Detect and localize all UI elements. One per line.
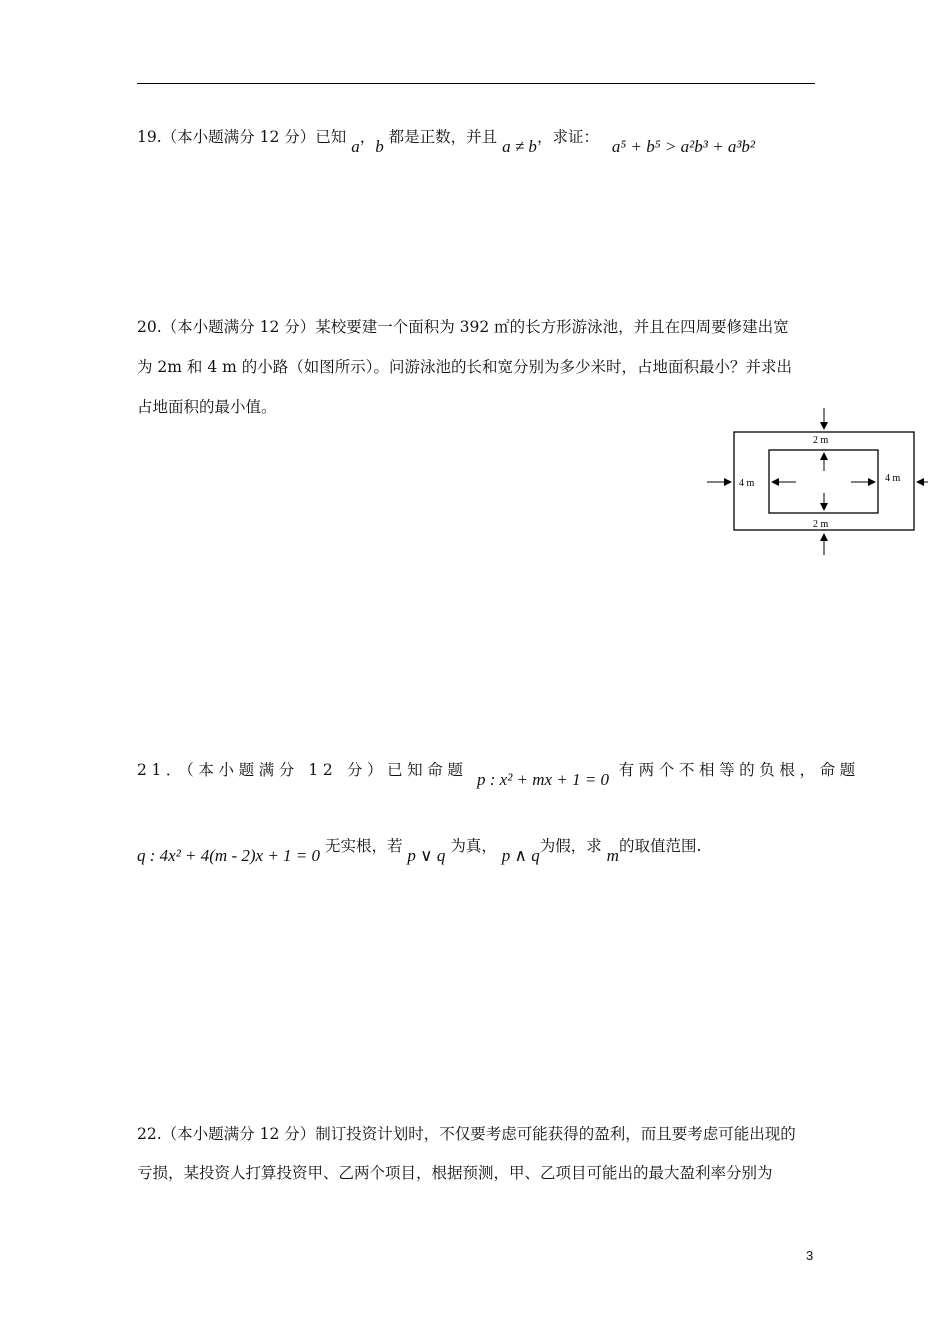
q21-q-desc: 无实根，若 xyxy=(324,837,403,855)
q21-prop-q: q : 4x² + 4(m - 2)x + 1 = 0 xyxy=(137,846,321,865)
q19-inequality: a⁵ + b⁵ > a²b³ + a³b² xyxy=(611,137,756,156)
label-left-width: 4 m xyxy=(739,478,755,489)
q19-intro: 已知 xyxy=(315,128,347,146)
pool-figure xyxy=(700,400,930,565)
q19-prove: ，求证： xyxy=(536,128,599,146)
q22-number: 22. xyxy=(137,1125,162,1143)
label-right-width: 4 m xyxy=(885,473,901,484)
q21-range-text: 的取值范围. xyxy=(618,837,702,855)
q21-p-or-q: p ∨ q xyxy=(407,846,446,865)
q20-text-1: 某校要建一个面积为 392 ㎡的长方形游泳池，并且在四周要修建出宽 xyxy=(315,318,789,336)
q21-line-2 xyxy=(137,836,702,865)
header-rule xyxy=(137,83,815,84)
q19-sep: ， xyxy=(359,128,376,146)
q22-line-1 xyxy=(137,1124,796,1144)
q21-score: （本小题满分 12 分） xyxy=(186,761,388,779)
q19-var-b: b xyxy=(375,137,384,156)
q21-false-text: 为假，求 xyxy=(539,837,602,855)
label-bottom-width: 2 m xyxy=(813,519,829,530)
q21-p-desc: 有两个不相等的负根，命题 xyxy=(618,761,860,779)
q21-true-text: 为真， xyxy=(450,837,497,855)
q22-line-2: 亏损，某投资人打算投资甲、乙两个项目，根据预测，甲、乙项目可能出的最大盈利率分别为 xyxy=(137,1164,773,1182)
q22-score: （本小题满分 12 分） xyxy=(161,1125,316,1143)
q19-condition: a ≠ b xyxy=(502,137,537,156)
q19-number: 19. xyxy=(137,128,162,146)
q20-number: 20. xyxy=(137,318,162,336)
q22-text-1: 制订投资计划时，不仅要考虑可能获得的盈利，而且要考虑可能出现的 xyxy=(315,1125,796,1143)
q21-number: 21． xyxy=(137,761,187,779)
q19-var-a: a xyxy=(351,137,360,156)
q21-var-m: m xyxy=(606,846,619,865)
page-number: 3 xyxy=(806,1248,814,1263)
label-top-width: 2 m xyxy=(813,435,829,446)
q21-p-and-q: p ∧ q xyxy=(501,846,540,865)
q20-line-2: 为 2m 和 4 m 的小路（如图所示）。问游泳池的长和宽分别为多少米时，占地面积最小？并求出 xyxy=(137,358,793,376)
q19-score: （本小题满分 12 分） xyxy=(161,128,316,146)
q21-prop-p: p : x² + mx + 1 = 0 xyxy=(477,770,610,789)
q21-intro: 已知命题 xyxy=(387,761,468,779)
q21-line-1 xyxy=(137,760,860,789)
q20-score: （本小题满分 12 分） xyxy=(161,318,316,336)
q20-line-3: 占地面积的最小值。 xyxy=(137,398,277,416)
q19-positive: 都是正数，并且 xyxy=(388,128,498,146)
q20-line-1 xyxy=(137,317,789,337)
question-19 xyxy=(137,127,756,156)
